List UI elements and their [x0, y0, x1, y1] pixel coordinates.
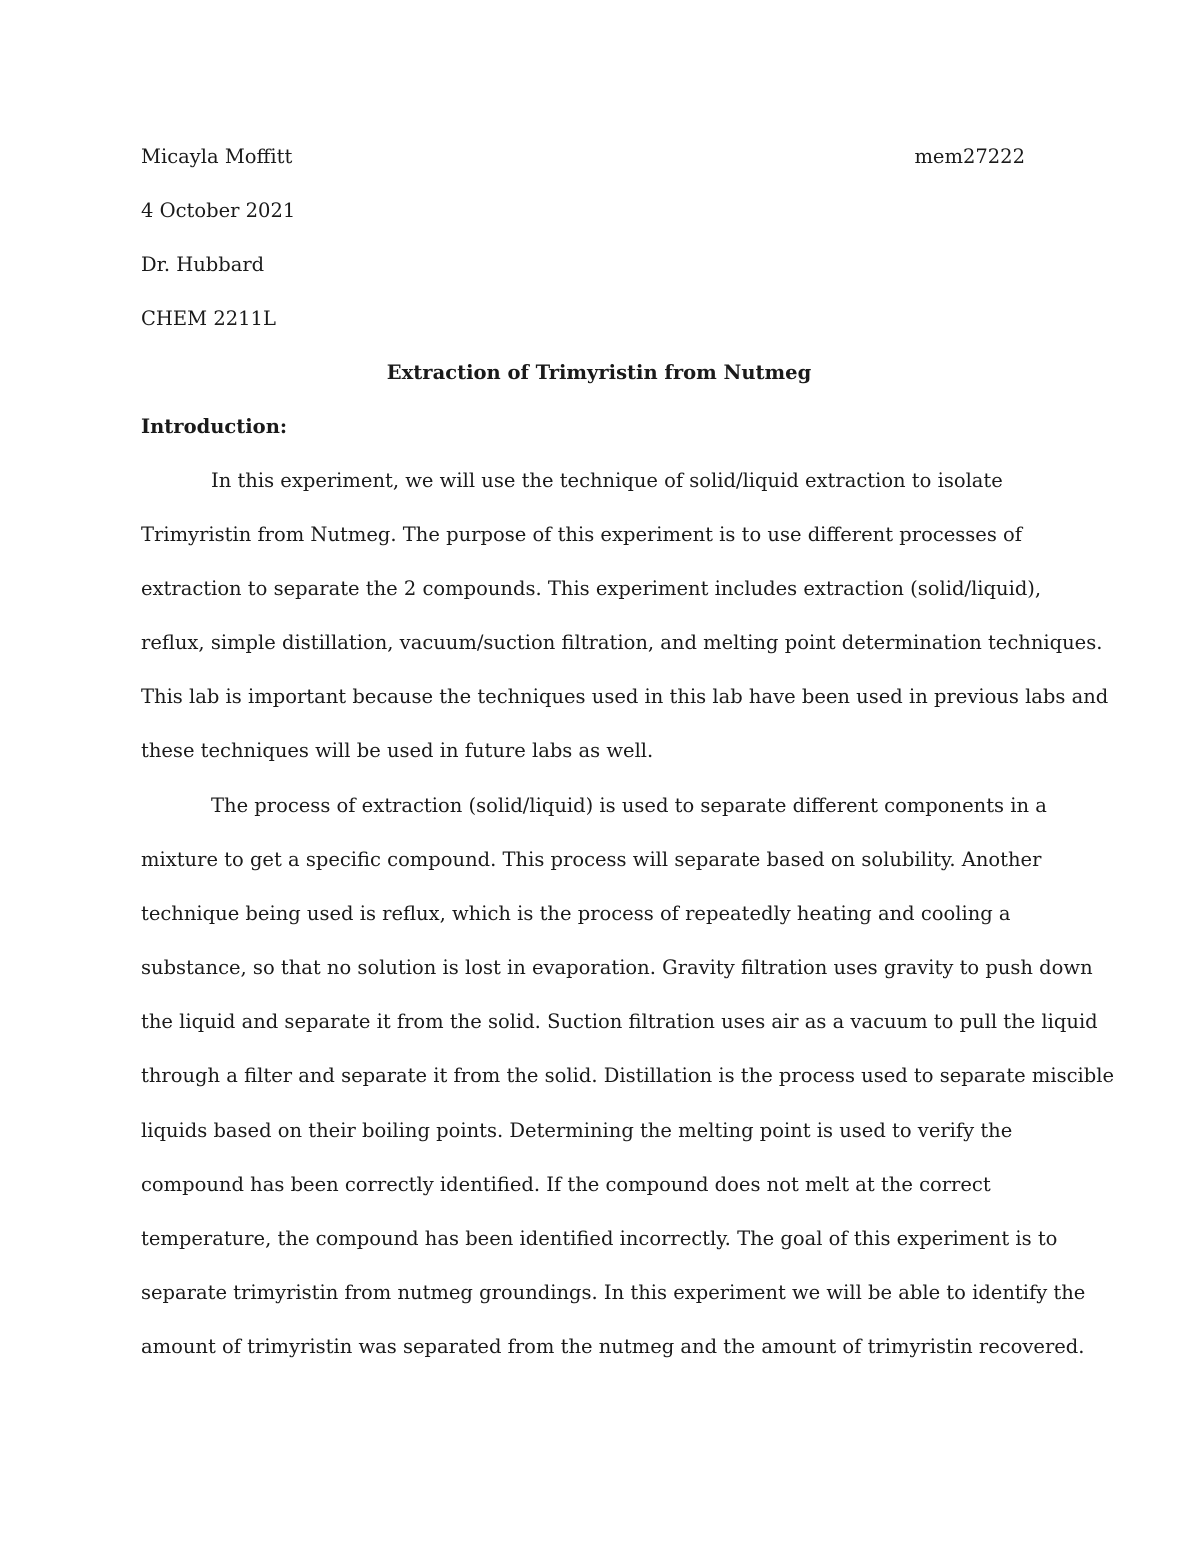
paragraph-line: technique being used is reflux, which is the process of repeatedly heating and cooling a [141, 902, 1011, 926]
instructor-name: Dr. Hubbard [141, 253, 265, 276]
paragraph-line: separate trimyristin from nutmeg groundings. In this experiment we will be able to identify the [141, 1280, 1086, 1304]
paragraph-line: through a filter and separate it from the solid. Distillation is the process used to separate miscible [141, 1064, 1115, 1088]
paragraph-line: reflux, simple distillation, vacuum/suction filtration, and melting point determination techniques. [141, 631, 1103, 655]
paragraph-line: extraction to separate the 2 compounds. This experiment includes extraction (solid/liquid), [141, 577, 1042, 601]
course-code: CHEM 2211L [141, 307, 276, 330]
author-name: Micayla Moffitt [141, 145, 293, 168]
paragraph-line: substance, so that no solution is lost in evaporation. Gravity filtration uses gravity to push down [141, 956, 1093, 980]
introduction-paragraph-1 [141, 454, 1109, 779]
document-title: Extraction of Trimyristin from Nutmeg [386, 361, 812, 384]
introduction-paragraph-2 [141, 779, 1115, 1374]
paragraph-line: mixture to get a specific compound. This process will separate based on solubility. Another [141, 848, 1042, 872]
paragraph-line: temperature, the compound has been identified incorrectly. The goal of this experiment is to [141, 1226, 1058, 1250]
paragraph-line: This lab is important because the techniques used in this lab have been used in previous labs and [141, 685, 1109, 709]
introduction-heading: Introduction: [141, 415, 288, 438]
paragraph-line: the liquid and separate it from the solid. Suction filtration uses air as a vacuum to pull the liquid [141, 1010, 1098, 1034]
paragraph-line: amount of trimyristin was separated from the nutmeg and the amount of trimyristin recovered. [141, 1334, 1085, 1358]
student-id: mem27222 [914, 145, 1025, 168]
paragraph-line: these techniques will be used in future labs as well. [141, 739, 654, 763]
paragraph-line: compound has been correctly identified. If the compound does not melt at the correct [141, 1172, 991, 1196]
header-row [141, 145, 1025, 169]
paragraph-line: The process of extraction (solid/liquid) is used to separate different components in a [211, 794, 1047, 817]
paragraph-line: liquids based on their boiling points. Determining the melting point is used to verify the [141, 1118, 1013, 1142]
paragraph-line: In this experiment, we will use the technique of solid/liquid extraction to isolate [211, 469, 1003, 492]
paragraph-line: Trimyristin from Nutmeg. The purpose of this experiment is to use different processes of [141, 523, 1022, 547]
document-date: 4 October 2021 [141, 199, 296, 222]
